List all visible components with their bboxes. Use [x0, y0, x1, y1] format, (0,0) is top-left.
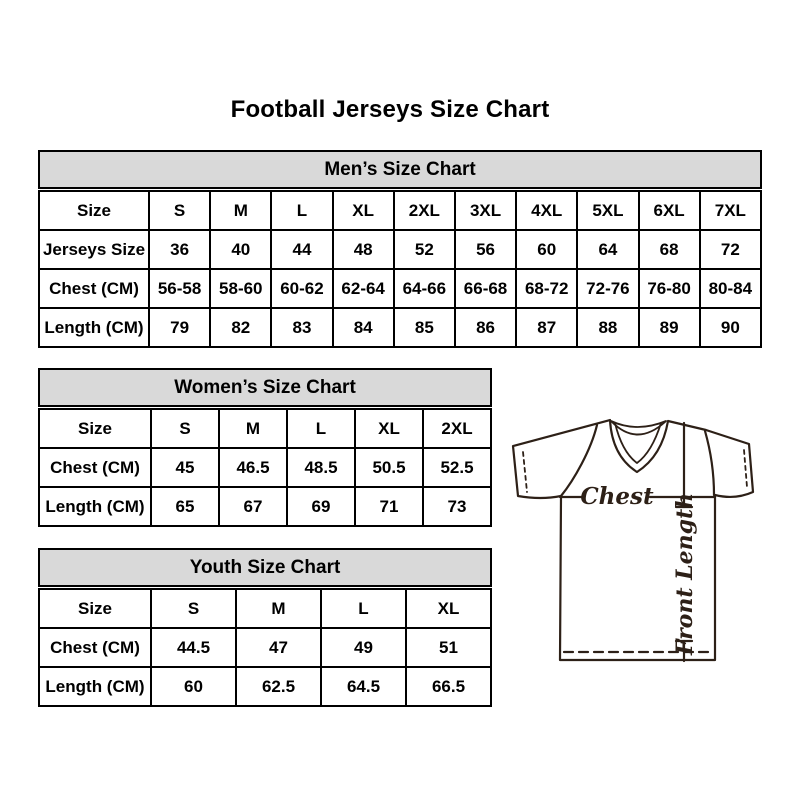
- youth-table-body: [39, 589, 491, 706]
- row-label-cell: Length (CM): [39, 667, 151, 706]
- value-cell: 80-84: [700, 269, 761, 308]
- value-cell: 67: [219, 487, 287, 526]
- row-label-cell: Length (CM): [39, 487, 151, 526]
- table-row: [39, 667, 491, 706]
- front-length-label: Front Length: [672, 492, 698, 656]
- table-row: [39, 628, 491, 667]
- value-cell: 71: [355, 487, 423, 526]
- value-cell: S: [151, 409, 219, 448]
- value-cell: 52.5: [423, 448, 491, 487]
- value-cell: 56-58: [149, 269, 210, 308]
- value-cell: 69: [287, 487, 355, 526]
- mens-size-chart: [38, 150, 762, 348]
- value-cell: 5XL: [577, 191, 638, 230]
- jersey-outline: [513, 420, 753, 660]
- value-cell: 79: [149, 308, 210, 347]
- womens-table-title: Women’s Size Chart: [38, 368, 492, 407]
- value-cell: L: [271, 191, 332, 230]
- value-cell: M: [210, 191, 271, 230]
- value-cell: M: [219, 409, 287, 448]
- value-cell: 3XL: [455, 191, 516, 230]
- value-cell: XL: [355, 409, 423, 448]
- value-cell: L: [287, 409, 355, 448]
- row-label-cell: Size: [39, 589, 151, 628]
- value-cell: 89: [639, 308, 700, 347]
- value-cell: 72-76: [577, 269, 638, 308]
- left-cuff-dashed-line: [523, 452, 527, 492]
- value-cell: 48: [333, 230, 394, 269]
- row-label-cell: Length (CM): [39, 308, 149, 347]
- value-cell: 84: [333, 308, 394, 347]
- value-cell: 56: [455, 230, 516, 269]
- collar-back-arc-shallow: [611, 421, 666, 427]
- row-label-cell: Chest (CM): [39, 269, 149, 308]
- value-cell: 62-64: [333, 269, 394, 308]
- value-cell: 87: [516, 308, 577, 347]
- right-sleeve-seam: [705, 431, 714, 495]
- row-label-cell: Jerseys Size: [39, 230, 149, 269]
- value-cell: 40: [210, 230, 271, 269]
- value-cell: 2XL: [423, 409, 491, 448]
- value-cell: L: [321, 589, 406, 628]
- jersey-diagram-svg: [505, 403, 780, 675]
- value-cell: 51: [406, 628, 491, 667]
- value-cell: 47: [236, 628, 321, 667]
- value-cell: 60: [151, 667, 236, 706]
- row-label-cell: Size: [39, 409, 151, 448]
- value-cell: 64: [577, 230, 638, 269]
- value-cell: XL: [406, 589, 491, 628]
- value-cell: XL: [333, 191, 394, 230]
- row-label-cell: Chest (CM): [39, 448, 151, 487]
- jersey-diagram: [505, 403, 780, 675]
- table-row: [39, 487, 491, 526]
- table-row: [39, 448, 491, 487]
- value-cell: 2XL: [394, 191, 455, 230]
- value-cell: 60: [516, 230, 577, 269]
- table-row: [39, 230, 761, 269]
- value-cell: 66-68: [455, 269, 516, 308]
- value-cell: 50.5: [355, 448, 423, 487]
- table-row: [39, 589, 491, 628]
- value-cell: 66.5: [406, 667, 491, 706]
- value-cell: 44: [271, 230, 332, 269]
- value-cell: 64-66: [394, 269, 455, 308]
- right-cuff-dashed-line: [744, 450, 747, 487]
- row-label-cell: Chest (CM): [39, 628, 151, 667]
- chest-label: Chest: [580, 483, 654, 510]
- youth-size-table: [38, 588, 492, 707]
- value-cell: 46.5: [219, 448, 287, 487]
- page-title: Football Jerseys Size Chart: [230, 96, 550, 123]
- value-cell: 82: [210, 308, 271, 347]
- value-cell: 60-62: [271, 269, 332, 308]
- value-cell: 83: [271, 308, 332, 347]
- value-cell: 7XL: [700, 191, 761, 230]
- youth-size-chart: [38, 548, 492, 707]
- value-cell: 62.5: [236, 667, 321, 706]
- value-cell: 65: [151, 487, 219, 526]
- value-cell: 88: [577, 308, 638, 347]
- value-cell: 58-60: [210, 269, 271, 308]
- value-cell: 4XL: [516, 191, 577, 230]
- table-row: [39, 191, 761, 230]
- row-label-cell: Size: [39, 191, 149, 230]
- youth-table-title: Youth Size Chart: [38, 548, 492, 587]
- value-cell: 72: [700, 230, 761, 269]
- value-cell: 68-72: [516, 269, 577, 308]
- value-cell: 36: [149, 230, 210, 269]
- value-cell: 45: [151, 448, 219, 487]
- value-cell: 68: [639, 230, 700, 269]
- value-cell: 85: [394, 308, 455, 347]
- value-cell: 44.5: [151, 628, 236, 667]
- value-cell: 86: [455, 308, 516, 347]
- womens-size-chart: [38, 368, 492, 527]
- value-cell: 76-80: [639, 269, 700, 308]
- mens-table-body: [39, 191, 761, 347]
- womens-table-body: [39, 409, 491, 526]
- table-row: [39, 308, 761, 347]
- value-cell: S: [149, 191, 210, 230]
- table-row: [39, 409, 491, 448]
- value-cell: 90: [700, 308, 761, 347]
- value-cell: S: [151, 589, 236, 628]
- womens-size-table: [38, 408, 492, 527]
- mens-table-title: Men’s Size Chart: [38, 150, 762, 189]
- value-cell: 52: [394, 230, 455, 269]
- value-cell: 64.5: [321, 667, 406, 706]
- value-cell: 73: [423, 487, 491, 526]
- table-row: [39, 269, 761, 308]
- value-cell: 49: [321, 628, 406, 667]
- mens-size-table: [38, 190, 762, 348]
- value-cell: 6XL: [639, 191, 700, 230]
- value-cell: 48.5: [287, 448, 355, 487]
- value-cell: M: [236, 589, 321, 628]
